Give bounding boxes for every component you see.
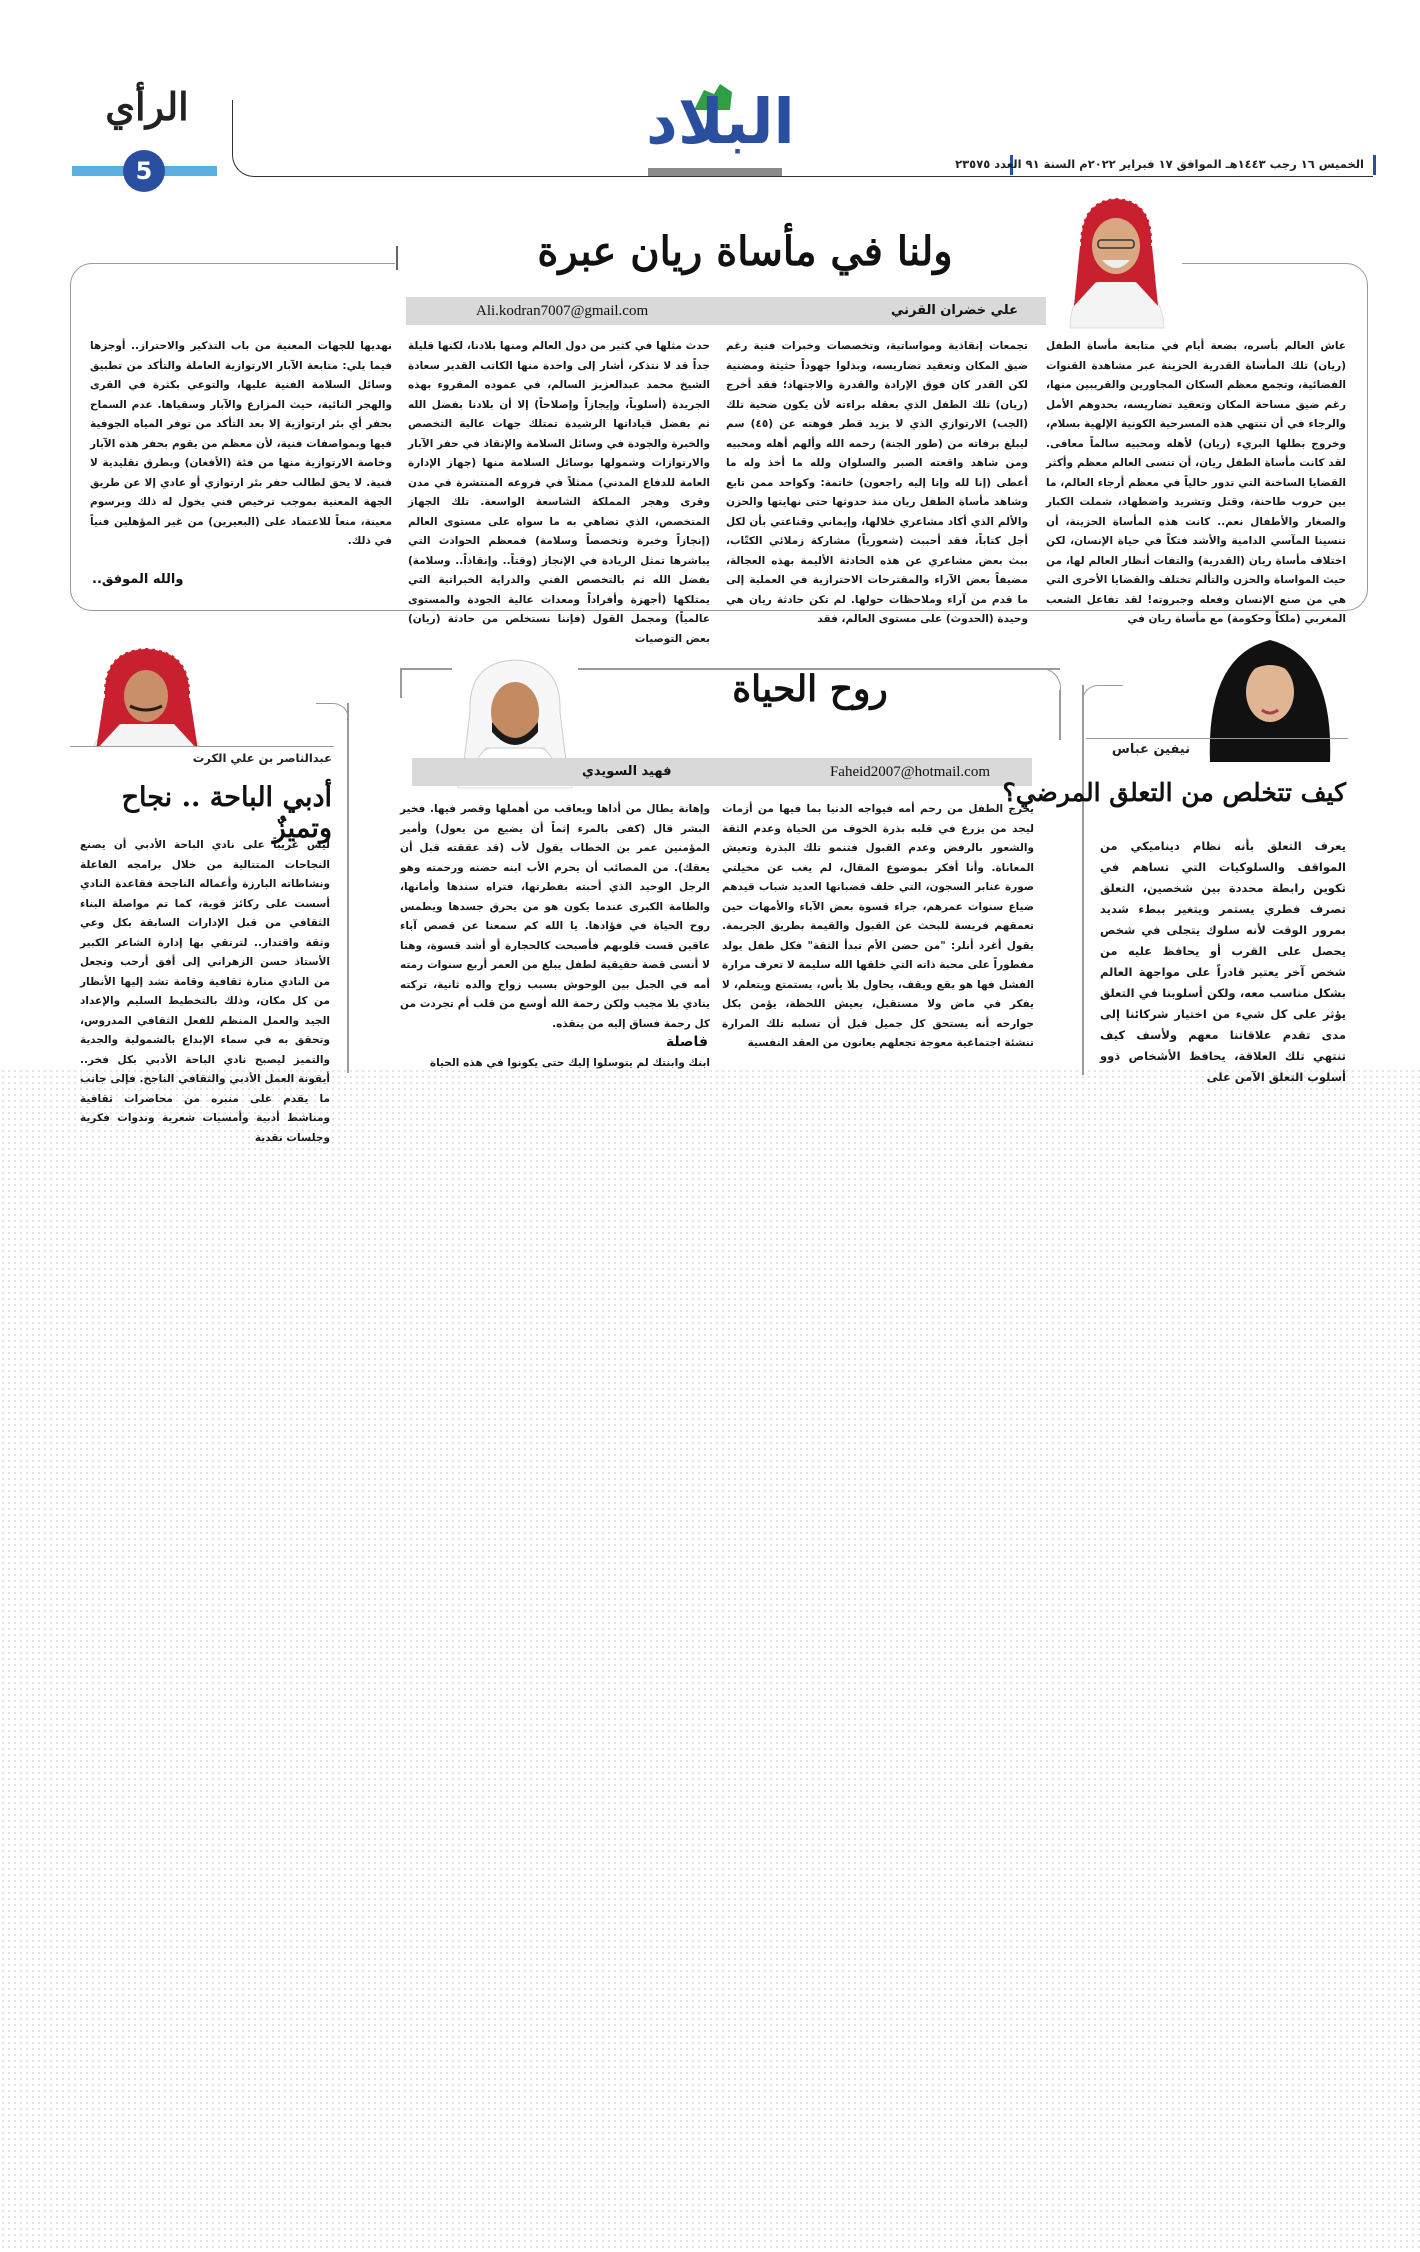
right-article-title: كيف تتخلص من التعلق المرضي؟ bbox=[1002, 778, 1346, 807]
middle-col-1: يخرج الطفل من رحم أمه فيواجه الدنيا بما فيها من أزمات ليجد من يزرع في قلبه بذرة الخوف من الحياة وعدم الثقة والشعور بالرفض وعدم القبول فتنمو تلك البذرة وتعيش المعاناة. وأنا أفكر بموضوع المقال، لم يغب عن مخيلتي صورة عنابر السجون، التي خلف قضبانها العديد شباب قيدهم ضياع سنوات عمرهم، جراء قسوة بعض الآباء والأمهات حين تعمقهم فريسة للبحث عن القبول والقيمة بطريق الجريمة. يقول أغرد أنلر: "من حضن الأم تبدأ الثقة" فكل طفل يولد مفطوراً على محبة ذاته التي خلقها الله سليمة لا تعرف مرارة الفشل فها هو يقع ويقف، يحاول بلا يأس، يستمتع ويتعلم، لا يفكر في ماض ولا مستقبل، يعيش اللحظة، يؤمن بكل جوارحه أنه يستحق كل جميل قبل أن تسلبه تلك المرارة تنشئة اجتماعية معوجة تجعلهم يعانون من العقد النفسية bbox=[722, 803, 1034, 1049]
author-photo-top bbox=[1050, 186, 1182, 328]
page-number-badge: 5 bbox=[123, 150, 165, 192]
top-col-1: عاش العالم بأسره، بضعة أيام في متابعة مأساة الطفل (ريان) تلك المأساة القدرية الحزينة عبر مشاهدة القنوات الفضائية، وتجمع معظم السكان المجاورين والقريبين منها، رغم ضيق مساحة المكان وتعقيد تضاريسه، بحدوهم الأمل والرجاء في أن تنتهي هذه المسرحية الكونية الإلهية بسلام، وخروج بطلها البريء (ريان) لأهله ومحبيه سالماً معافى. لقد كانت مأساة الطفل ريان، أن تنسى العالم معظم وأكثر القضايا الساخنة التي تدور حالياً في معظم أرجاء العالم، ما بين حروب طاحنة، وقتل وتشريد واضطهاد، شملت الكبار والصغار والأطفال نعم.. كانت هذه المأساة الحزينة، أن تنسينا المآسي الدامية والأشد فتكاً في حياة الإنسان، لكن اختلاف مأساة ريان (القدرية) والتفات أنظار العالم لها، من حيث المواساة والحزن والتألم تختلف والقضايا الأخرى التي هي من صنع الإنسان وفعله وجبروته! لقد تفاعل الشعب المغربي (ملكاً وحكومة) مع مأساة ريان في bbox=[1046, 340, 1346, 625]
middle-col-2: وإهانة يطال من أداها ويعاقب من أهملها وقصر فيها. فخير البشر قال (كفى بالمرء إثماً أن يضيع من يعول) وأمير المؤمنين عمر بن الخطاب يقول لأب (قد عققته قبل أن يعقك). من المصائب أن يحرم الأب ابنه حضنه ورحمته وهو الرجل الوحيد الذي أحبته بفطرتها، فتراه سندها وأمانها، والطامة الكبرى عندما يكون هو من يحرق جسدها ويطمس روح الحياة في فؤادها. يا الله كم سمعنا عن قصص آباء عاقين قست قلوبهم فأصبحت كالحجارة أو أشد قسوة، وهنا لا أنسى قصة حقيقية لطفل يبلغ من العمر أربع سنوات رمته أمه في الجبل بين الوحوش بسبب زواج والده ثانية، تركته ينادي بلا مجيب ولكن رحمة الله أوسع من قلب أم تجردت من كل رحمة فساق إليه من ينقذه. bbox=[400, 803, 710, 1030]
masthead-logo bbox=[646, 80, 795, 176]
middle-author-name: فهيد السويدي bbox=[582, 764, 672, 779]
middle-subheading-text: ابنك وابنتك لم يتوسلوا إليك حتى يكونوا في هذه الحياة bbox=[429, 1057, 710, 1069]
top-article-title: ولنا في مأساة ريان عبرة bbox=[537, 228, 953, 275]
right-author-name: نيفين عباس bbox=[1111, 742, 1190, 757]
middle-article-title: روح الحياة bbox=[732, 668, 888, 710]
top-author-name: علي خضران القرني bbox=[890, 303, 1018, 318]
dateline: الخميس ١٦ رجب ١٤٤٣هـ الموافق ١٧ فبراير ٢٠٢٢م السنة ٩١ العدد ٢٣٥٧٥ bbox=[955, 157, 1364, 171]
middle-author-email[interactable]: Faheid2007@hotmail.com bbox=[829, 764, 990, 780]
top-col-3: حدث مثلها في كثير من دول العالم ومنها بلادنا، لكنها قليلة جداً قد لا نتذكر، أشار إلى واحدة منها الكاتب القدير سعادة الشيخ محمد عبدالعزيز السالم، في عموده المقروء بهذه الجريدة (أسلوباً، وإيجازاً وإصلاحاً) إلا أن بلادنا بفضل الله ثم بفضل قياداتها الرشيدة تمتلك جهات عالية التخصص والخبرة والجودة في وسائل السلامة والإنقاذ في حفر الآبار والارتوازات وشمولها بوسائل السلامة منها (جهاز الإدارة العامة للدفاع المدني) ممثلاً في فروعه المنتشرة في مدن وقرى وهجر المملكة الشاسعة الواسعة. تلك الجهاز المتخصص، الذي تضاهي به ما سواه على مستوى العالم (إنجازاً وخبرة وتخصصاً وسلامة) فمعظم الحوادث التي يباشرها تمثل الريادة في الإنجاز (وقتاً.. وإنقاذاً.. وسلامة) بفضل الله ثم بالتخصص الفني والدراية الخبراتية التي يمتلكها (أجهزة وأفراداً ومعدات عالية الجودة والمستوى عالمياً) ومجمل القول (فإننا نستخلص من حادثة (ريان) بعض التوصيات bbox=[408, 340, 710, 645]
top-author-email[interactable]: Ali.kodran7007@gmail.com bbox=[476, 303, 649, 319]
top-col-2: تجمعات إنقاذية ومواساتية، وتخصصات وخبرات فنية رغم ضيق المكان وتعقيد تضاريسه، وبذلوا جهوداً حثيثة ومضنية لكن القدر كان فوق الإرادة والقدرة والاجتهاد؛ فقد أخرج (ريان) تلك الطفل الذي بعقله براءته لأن يكون ضحية تلك (الجب) الارتوازي الذي لا يزيد قطر فوهته عن (٤٥) سم ليبلغ برفاته من (طور الجنة) رحمه الله وألهم أهله ومحبيه ومن شاهد واقعته الصبر والسلوان ولله ما أخذ وله ما أعطى (إنا لله وإنا إليه راجعون) خاتمة: وكواحد ممن تابع وشاهد مأساة الطفل ريان منذ حدوثها حتى نهايتها والحزن والألم الذي أكاد مشاعري خلالها، وإيماني وقناعتي بأن لكل أجل كتاباً، فقد أحببت (شعورياً) مشاركة زملائي الكتّاب، ببث بعض مشاعري عن هذه الحادثة الأليمة بهذه العجالة، مضيفاً بعض الآراء والمقترحات الاحترازية في العملية إلى ما قدم من آراء وملاحظات حولها. لم تكن حادثة ريان هي وحيدة (الحدوث) على مستوى العالم، فقد bbox=[726, 340, 1028, 625]
logo-text: البلاد bbox=[646, 85, 795, 158]
top-col-4: نهديها للجهات المعنية من باب التذكير والاحتراز.. أوجزها فيما يلي: متابعة الآبار الارتوازية العاملة والتأكد من تطبيق وسائل السلامة الفنية عليها، والتوعي بكثرة في القرى والهجر النائية، حيث المزارع والآبار وسقياها. عدم السماح بحفر أي بئر ارتوازية إلا بعد التأكد من توفر المياه الجوفية فيها وبمواصفات فنية، لأن معظم من يقوم بحفر هذه الآبار وخاصة الارتوازية منها من فئة (الأفغان) وبطرق تقليدية لا فنية. لا يحق لطالب حفر بئر ارتوازي أو عادي إلا عن طريق الجهة المعنية بموجب ترخيص فني يخول له ذلك وبرسوم معينة، منعاً للاعتماد على (البعيرين) من غير المؤهلين فنياً في ذلك. bbox=[90, 340, 392, 547]
middle-email-bar bbox=[412, 758, 1032, 786]
right-article-body: يعرف التعلق بأنه نظام ديناميكي من المواقف والسلوكيات التي تساهم في تكوين رابطة محددة بين شخصين، التعلق تصرف فطري يستمر ويتغير ببطء شديد بمرور الوقت لأنه سلوك يتجلى في شخص يحصل على القرب أو يحافظ عليه من شخص آخر يعتبر قادراً على مواجهة العالم بشكل مناسب معه، ولكن أسلوبنا في التعلق يؤثر على كل شيء من اختيار شركائنا إلى مدى تقدم علاقاتنا معهم ولأسف كيف تنتهي تلك العلاقة، يحافظ الأشخاص ذوو أسلوب التعلق الآمن على bbox=[1100, 839, 1346, 1084]
author-photo-left bbox=[82, 640, 212, 758]
left-author-name: عبدالناصر بن علي الكرت bbox=[192, 751, 332, 765]
section-title: الرأي bbox=[105, 84, 189, 129]
left-article-title: أدبي الباحة .. نجاح وتميزٌ bbox=[121, 782, 332, 844]
middle-subheading: فاصلة bbox=[665, 1034, 708, 1050]
top-email-bar bbox=[406, 297, 1046, 325]
top-closing: والله الموفق.. bbox=[92, 572, 184, 587]
left-article-body: ليس غريباً على نادي الباحة الأدبي أن يصنع النجاحات المتتالية من خلال برامجه الفاعلة ونشاطاته البارزة وأعماله الناجحة فقاعدة النادي أسست على ركائز قوية، كما تم مواصلة البناء الثقافي من قبل الإدارات السابقة بكل وعي وثقة واقتدار.. لترتقي بها إدارة الشاعر الكبير الأستاذ حسن الزهراني إلى أفق أرحب وتجعل من النادي منارة ثقافية وقامة تشد إليها الأنظار من كل مكان، وذلك بالتخطيط السليم والإعداد الجيد والعمل المنظم للفعل الثقافي المدروس، وتحقق به في سماء الإبداع بالشمولية والجدية والتميز ليصبح نادي الباحة الأدبي بكل فخر.. أيقونة العمل الأدبي والثقافي الناجح. فإلى جانب ما يقدم على منبره من محاضرات ثقافية ومناشط أدبية وأمسيات شعرية وندوات فكرية وجلسات نقدية bbox=[80, 839, 330, 1144]
